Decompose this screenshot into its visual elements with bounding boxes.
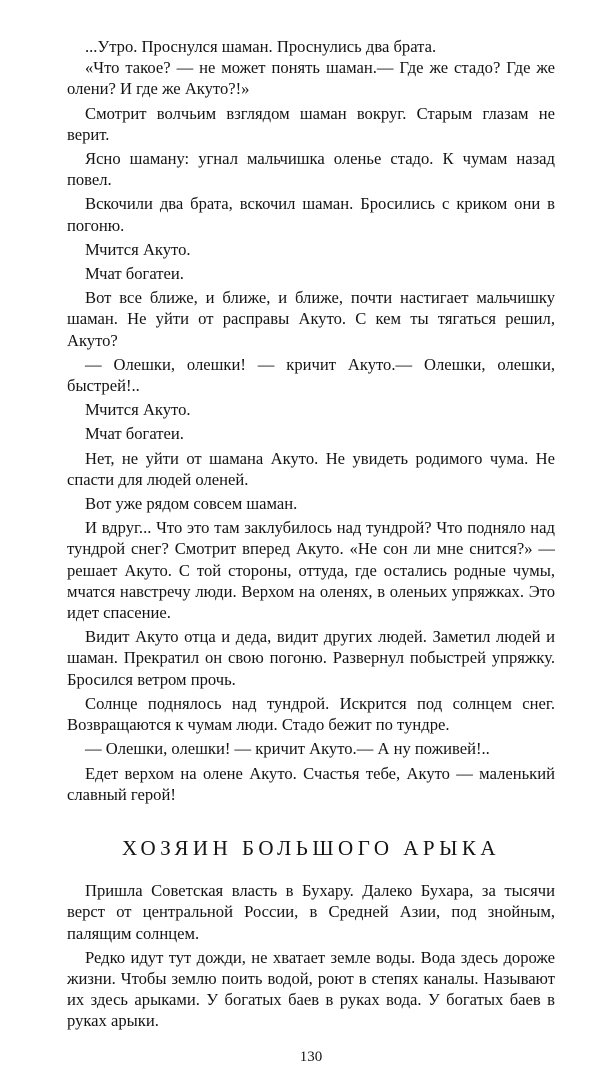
paragraph: Ясно шаману: угнал мальчишка оленье стадо. К чумам назад повел. <box>67 149 555 190</box>
paragraph: И вдруг... Что это там заклубилось над тундрой? Что подняло над тундрой снег? Смотрит вперед Акуто. «Не сон ли мне снится?» — решает Акуто. С той стороны, оттуда, где остались родные чумы, мчатся навстречу люди. Верхом на оленях, в оленьих упряжках. Это идет спасение. <box>67 518 555 623</box>
paragraph: Едет верхом на олене Акуто. Счастья тебе, Акуто — маленький славный герой! <box>67 763 555 804</box>
paragraph: Редко идут тут дожди, не хватает земле воды. Вода здесь дороже жизни. Чтобы землю поить водой, роют в степях каналы. Называют их здесь арыками. У богатых баев в руках вода. У богатых баев в руках арыки. <box>67 947 555 1031</box>
paragraph: Смотрит волчьим взглядом шаман вокруг. Старым глазам не верит. <box>67 103 555 144</box>
paragraph: Мчат богатеи. <box>85 424 184 444</box>
paragraph: Пришла Советская власть в Бухару. Далеко Бухара, за тысячи верст от центральной России, в Средней Азии, под знойным, палящим солнцем. <box>67 881 555 943</box>
page-number: 130 <box>299 1048 323 1065</box>
paragraph: Мчится Акуто. <box>85 239 191 259</box>
paragraph: — Олешки, олешки! — кричит Акуто.— Олешки, олешки, быстрей!.. <box>67 354 555 396</box>
paragraph: Видит Акуто отца и деда, видит других людей. Заметил людей и шаман. Прекратил он свою погоню. Развернул побыстрей упряжку. Бросился ветром прочь. <box>67 627 555 689</box>
paragraph: Вот уже рядом совсем шаман. <box>85 494 298 514</box>
paragraph: Нет, не уйти от шамана Акуто. Не увидеть родимого чума. Не спасти для людей оленей. <box>67 448 555 489</box>
paragraph: «Что такое? — не может понять шаман.— Где же стадо? Где же олени? И где же Акуто?!» <box>67 58 555 99</box>
book-page <box>67 36 555 1068</box>
paragraph: — Олешки, олешки! — кричит Акуто.— А ну поживей!.. <box>85 739 490 759</box>
paragraph: Солнце поднялось над тундрой. Искрится под солнцем снег. Возвращаются к чумам люди. Стадо бежит по тундре. <box>67 693 555 735</box>
paragraph: Мчится Акуто. <box>85 400 191 420</box>
paragraph: Вот все ближе, и ближе, и ближе, почти настигает мальчишку шаман. Не уйти от расправы Акуто. С кем ты тягаться решил, Акуто? <box>67 288 555 350</box>
paragraph: Мчат богатеи. <box>85 264 184 284</box>
paragraph: Вскочили два брата, вскочил шаман. Бросились с криком они в погоню. <box>67 194 555 235</box>
paragraph: ...Утро. Проснулся шаман. Проснулись два брата. <box>85 37 437 56</box>
chapter-title: ХОЗЯИН БОЛЬШОГО АРЫКА <box>121 835 501 860</box>
